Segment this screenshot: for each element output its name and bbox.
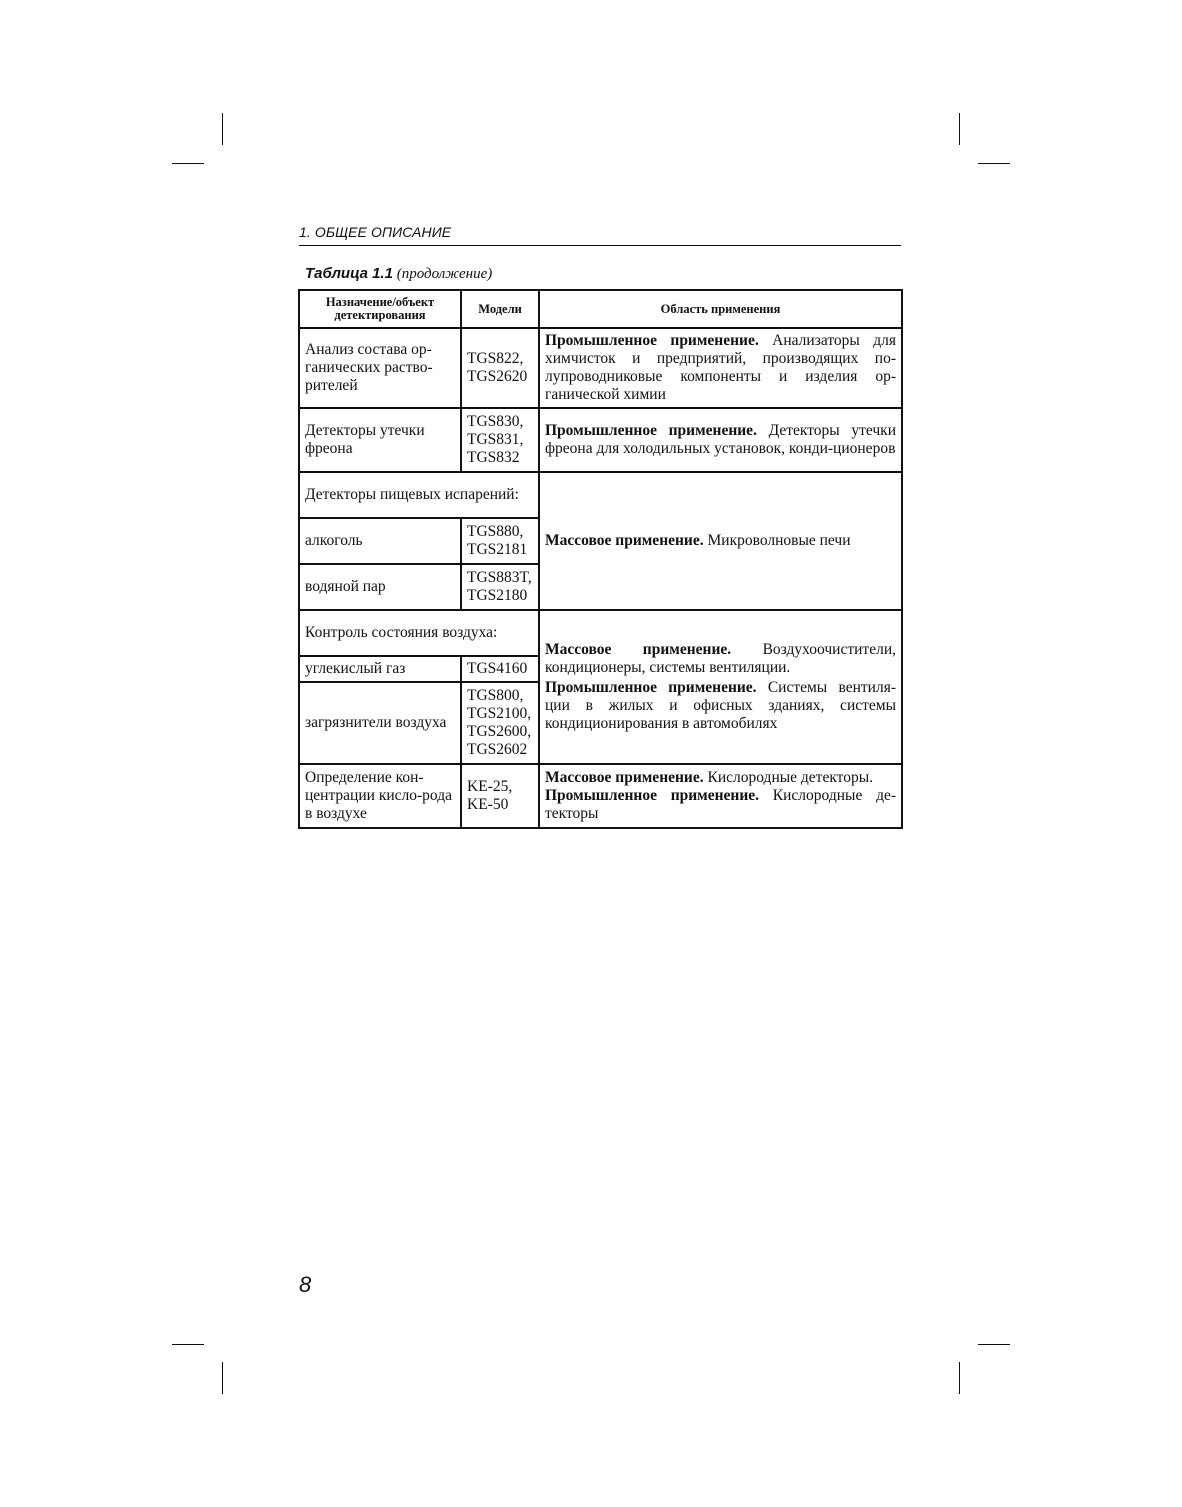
models-cell	[461, 564, 539, 610]
crop-mark-bottom-right-horizontal	[978, 1344, 1010, 1345]
models-cell	[461, 656, 539, 682]
crop-mark-bottom-right-vertical	[959, 1362, 960, 1394]
model-name: KE-25,	[467, 778, 513, 795]
model-name: TGS822,	[467, 350, 524, 367]
model-name: TGS2100,	[467, 705, 532, 722]
application-cell	[539, 408, 902, 472]
model-name: TGS883T,	[467, 569, 532, 586]
application-type: Массовое применение.	[545, 532, 704, 549]
model-name: TGS2180	[467, 587, 528, 604]
application-description: Кислородные детекторы.	[703, 769, 874, 786]
model-name: TGS800,	[467, 687, 524, 704]
application-cell	[539, 472, 902, 610]
table-caption	[305, 265, 492, 283]
table-row	[299, 764, 902, 828]
purpose-cell: Детекторы утечки фреона	[299, 408, 461, 472]
table-row	[299, 328, 902, 408]
sub-purpose-cell: алкоголь	[299, 518, 461, 564]
application-cell	[539, 328, 902, 408]
application-block	[545, 641, 896, 677]
running-head-rule	[299, 245, 901, 246]
models-cell	[461, 682, 539, 764]
models-cell	[461, 328, 539, 408]
table-caption-label: Таблица 1.1	[305, 265, 393, 282]
models-cell	[461, 764, 539, 828]
crop-mark-top-left-horizontal	[172, 163, 204, 164]
header-application: Область применения	[539, 290, 902, 328]
crop-mark-bottom-left-vertical	[222, 1362, 223, 1394]
purpose-cell: Контроль состояния воздуха:	[299, 610, 539, 656]
model-name: TGS830,	[467, 413, 524, 430]
running-head: 1. ОБЩЕЕ ОПИСАНИЕ	[299, 224, 452, 240]
models-cell	[461, 518, 539, 564]
application-type: Промышленное применение.	[545, 332, 759, 349]
page-number: 8	[299, 1272, 312, 1297]
application-description: Детекторы утечки фреона для холодильных установок, конди-ционеров	[545, 422, 896, 457]
application-block	[545, 787, 896, 823]
crop-mark-top-right-horizontal	[978, 163, 1010, 164]
model-name: TGS2602	[467, 741, 528, 758]
application-description: Кислородные де-текторы	[545, 787, 896, 822]
sub-purpose-cell: водяной пар	[299, 564, 461, 610]
crop-mark-top-right-vertical	[959, 113, 960, 145]
purpose-cell: Определение кон-центрации кисло-рода в воздухе	[299, 764, 461, 828]
application-block	[545, 679, 896, 733]
purpose-cell: Анализ состава ор-ганических раство-рителей	[299, 328, 461, 408]
application-cell	[539, 610, 902, 764]
application-block	[545, 769, 896, 787]
table-header-row	[299, 290, 902, 328]
header-models: Модели	[461, 290, 539, 328]
application-cell	[539, 764, 902, 828]
application-type: Массовое применение.	[545, 641, 732, 658]
table-row	[299, 472, 902, 518]
model-name: TGS2181	[467, 541, 528, 558]
purpose-cell: Детекторы пищевых испарений:	[299, 472, 539, 518]
model-name: TGS880,	[467, 523, 524, 540]
application-type: Промышленное применение.	[545, 787, 760, 804]
crop-mark-bottom-left-horizontal	[172, 1344, 204, 1345]
sensor-applications-table	[298, 289, 903, 829]
model-name: TGS2620	[467, 368, 528, 385]
application-type: Массовое применение.	[545, 769, 704, 786]
model-name: KE-50	[467, 796, 509, 813]
model-name: TGS832	[467, 449, 520, 466]
models-cell	[461, 408, 539, 472]
application-description: Воздухоочистители, кондиционеры, системы вентиляции.	[545, 641, 896, 676]
sub-purpose-cell: загрязнители воздуха	[299, 682, 461, 764]
header-purpose: Назначение/объект детектирования	[299, 290, 461, 328]
application-type: Промышленное применение.	[545, 422, 757, 439]
table-row	[299, 610, 902, 656]
application-description: Системы вентиля-ции в жилых и офисных зданиях, системы кондиционирования в автомобилях	[545, 679, 896, 732]
model-name: TGS4160	[467, 660, 528, 677]
crop-mark-top-left-vertical	[222, 113, 223, 145]
table-caption-note: (продолжение)	[396, 266, 493, 282]
application-description: Анализаторы для химчисток и предприятий, производящих по-лупроводниковые компоненты и изделия ор-ганической химии	[545, 332, 896, 403]
model-name: TGS831,	[467, 431, 524, 448]
application-type: Промышленное применение.	[545, 679, 757, 696]
table-row	[299, 408, 902, 472]
application-description: Микроволновые печи	[703, 532, 851, 549]
sub-purpose-cell: углекислый газ	[299, 656, 461, 682]
model-name: TGS2600,	[467, 723, 532, 740]
